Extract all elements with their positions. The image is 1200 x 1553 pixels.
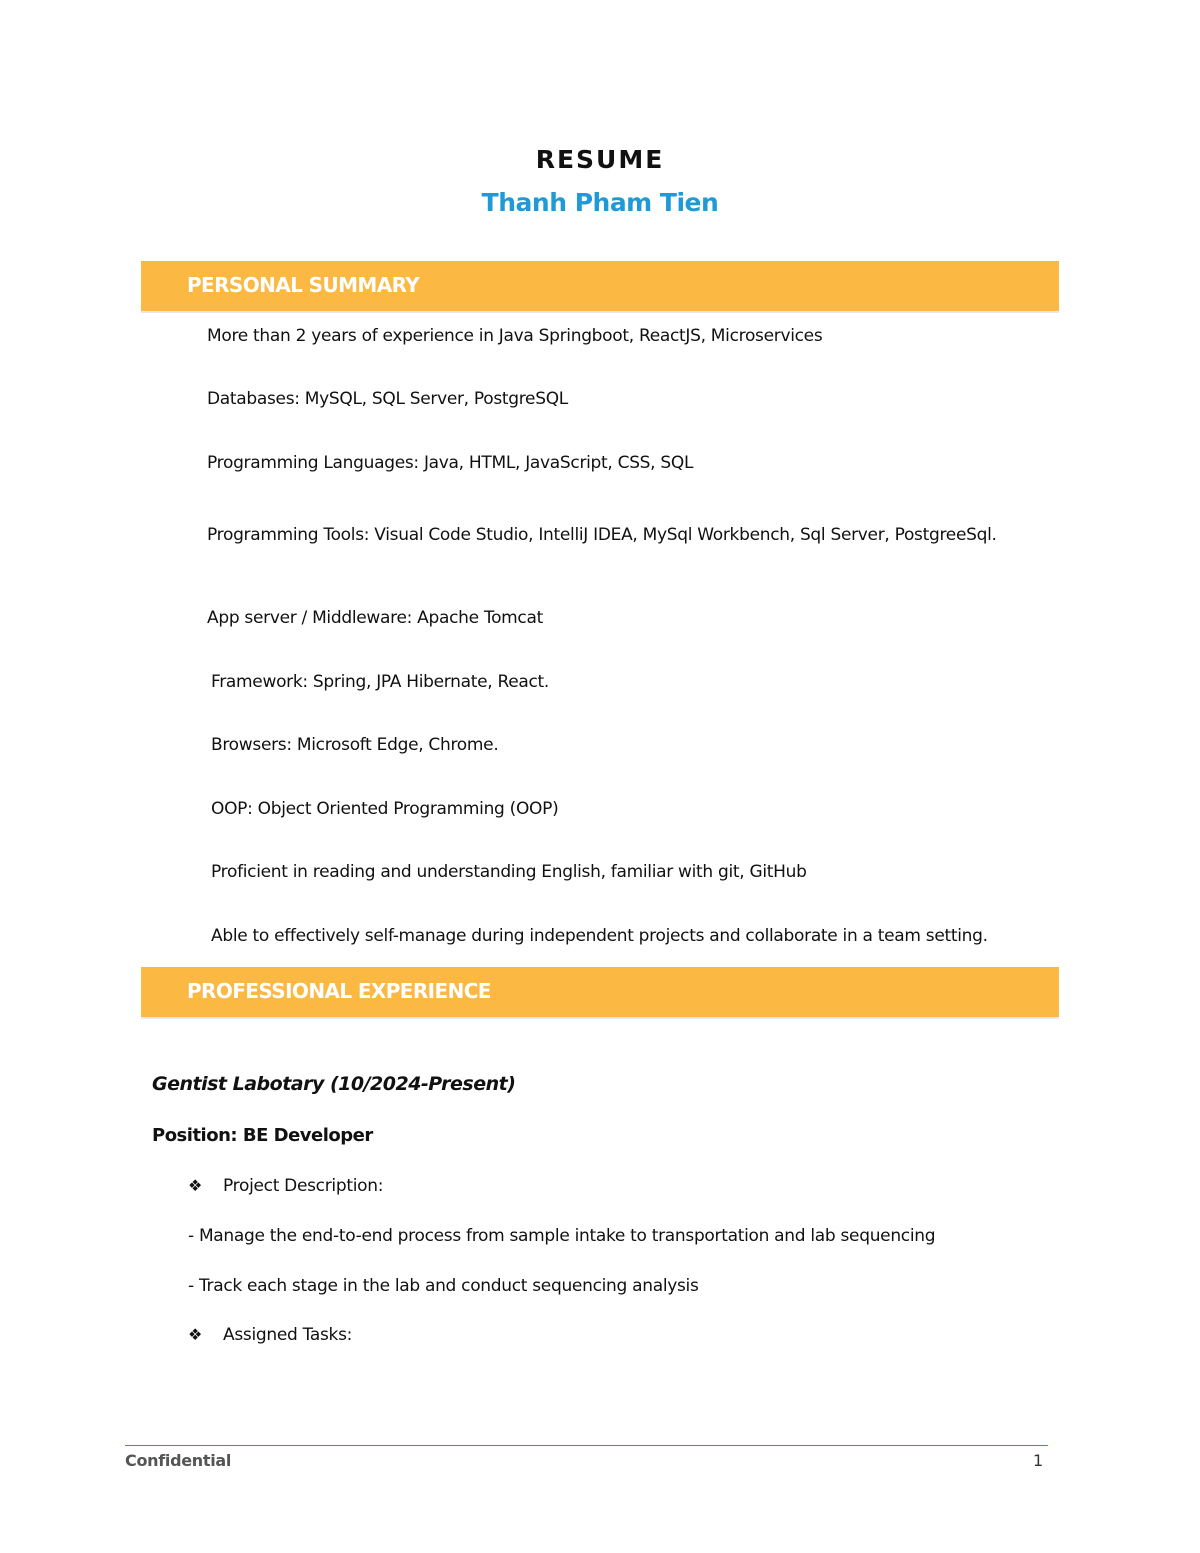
diamond-bullet-icon: ❖ <box>188 1325 203 1344</box>
assigned-tasks-label: Assigned Tasks: <box>223 1325 353 1345</box>
job-position: Position: BE Developer <box>152 1125 373 1146</box>
summary-oop: OOP: Object Oriented Programming (OOP) <box>211 799 559 819</box>
personal-summary-title: PERSONAL SUMMARY <box>187 273 420 297</box>
description-item: - Track each stage in the lab and conduct sequencing analysis <box>188 1276 699 1296</box>
summary-languages: Programming Languages: Java, HTML, JavaScript, CSS, SQL <box>207 453 694 473</box>
summary-app-server: App server / Middleware: Apache Tomcat <box>207 608 543 628</box>
document-title: RESUME <box>535 145 665 174</box>
project-description-item <box>188 1176 383 1196</box>
diamond-bullet-icon: ❖ <box>188 1176 203 1195</box>
summary-tools: Programming Tools: Visual Code Studio, IntelliJ IDEA, MySql Workbench, Sql Server, PostgreeSql. <box>207 525 997 545</box>
summary-english: Proficient in reading and understanding English, familiar with git, GitHub <box>211 862 807 882</box>
company-name: Gentist Labotary (10/2024-Present) <box>152 1073 516 1095</box>
summary-experience: More than 2 years of experience in Java Springboot, ReactJS, Microservices <box>207 326 823 346</box>
description-item: - Manage the end-to-end process from sample intake to transportation and lab sequencing <box>188 1226 936 1246</box>
summary-teamwork: Able to effectively self-manage during independent projects and collaborate in a team setting. <box>211 926 988 946</box>
professional-experience-title: PROFESSIONAL EXPERIENCE <box>187 979 491 1003</box>
project-description-label: Project Description: <box>223 1176 384 1196</box>
footer-page-number: 1 <box>1033 1451 1044 1470</box>
personal-summary-header <box>141 261 1059 313</box>
summary-framework: Framework: Spring, JPA Hibernate, React. <box>211 672 550 692</box>
candidate-name: Thanh Pham Tien <box>481 188 719 217</box>
summary-browsers: Browsers: Microsoft Edge, Chrome. <box>211 735 499 755</box>
professional-experience-header <box>141 967 1059 1019</box>
assigned-tasks-item <box>188 1325 352 1345</box>
footer-divider <box>125 1445 1048 1446</box>
summary-databases: Databases: MySQL, SQL Server, PostgreSQL <box>207 389 568 409</box>
footer-confidential: Confidential <box>125 1451 232 1470</box>
